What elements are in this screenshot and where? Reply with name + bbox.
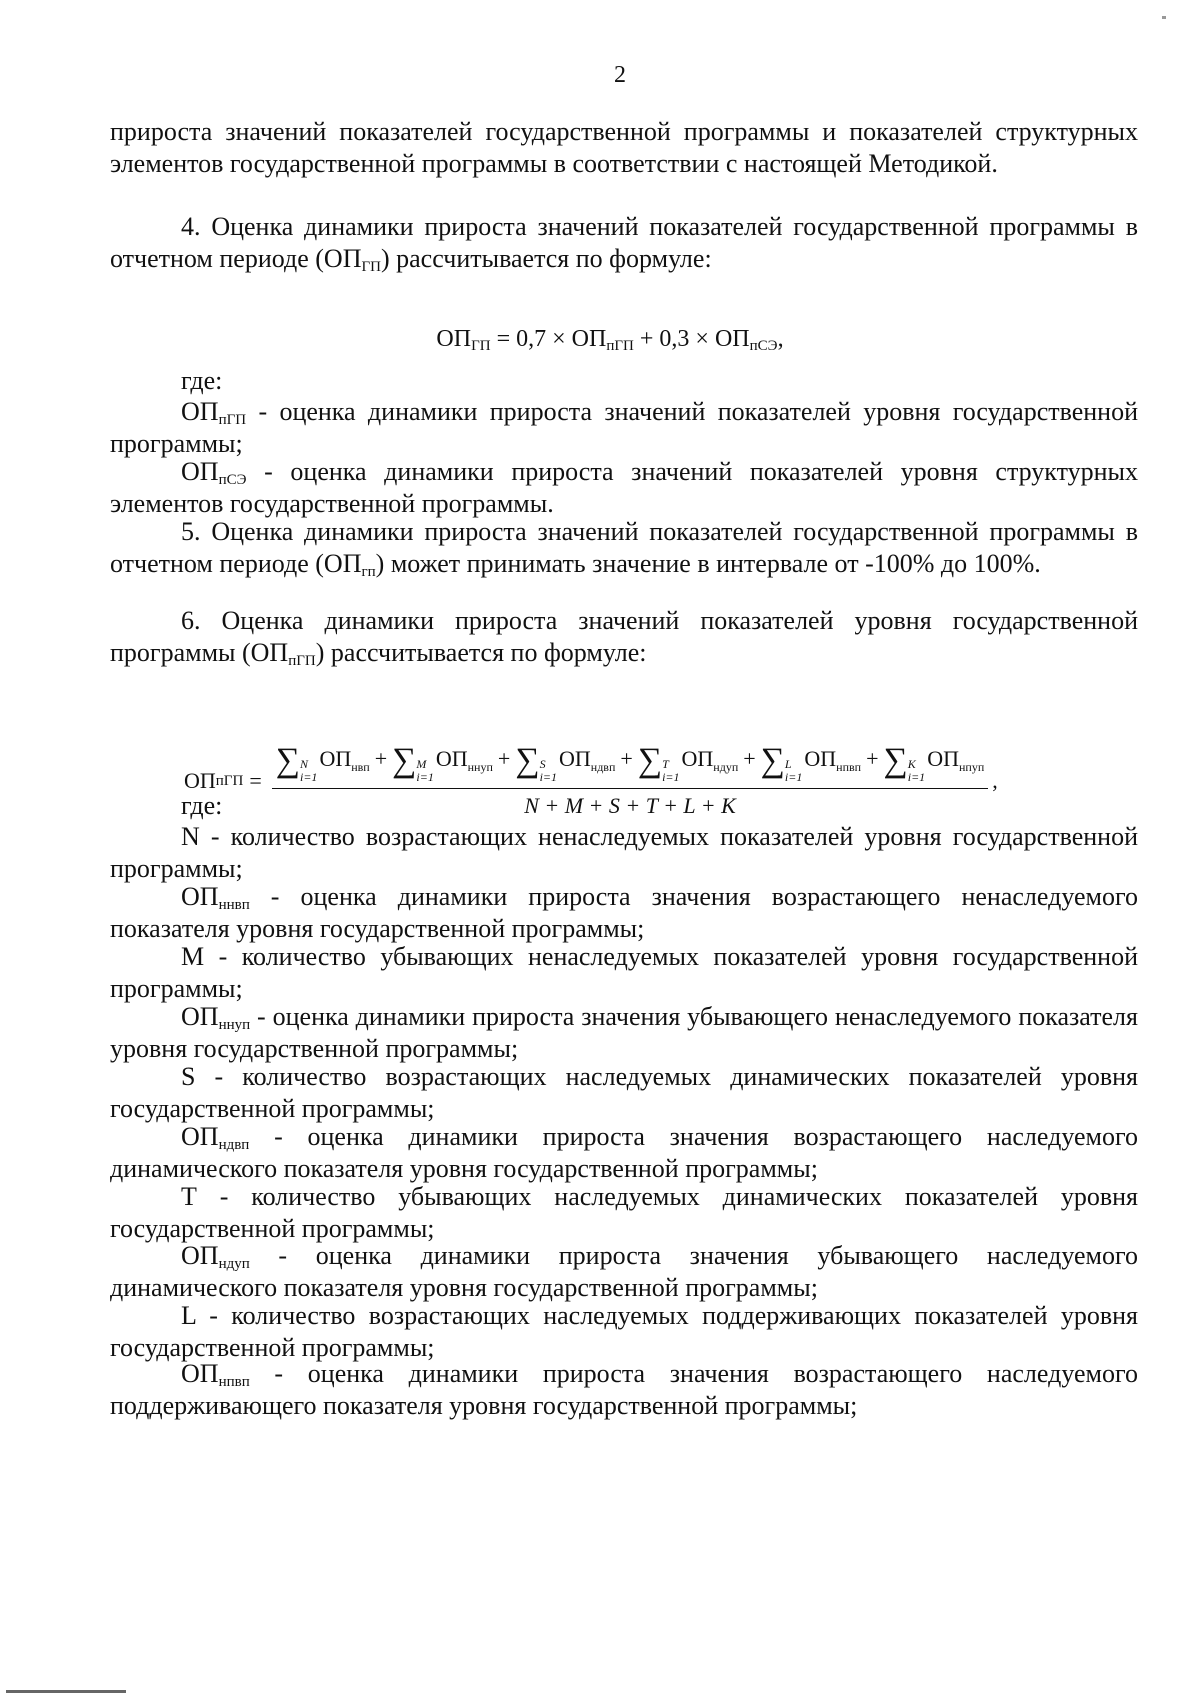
sum-limits bbox=[785, 758, 802, 784]
definition-text-rest: - оценка динамики прироста значения убывающего ненаследуемого показателя уровня государственной программы; bbox=[110, 1002, 1138, 1063]
definition-item bbox=[110, 1121, 1138, 1184]
sum-term: ОП bbox=[559, 746, 591, 771]
sum-limits bbox=[540, 758, 557, 784]
sum-upper-limit: N bbox=[300, 757, 309, 771]
sum-term: ОП bbox=[435, 746, 468, 771]
plus-sign: + bbox=[374, 746, 388, 771]
definition-subscript: ннуп bbox=[218, 1017, 251, 1033]
paragraph-6-text-b: ) рассчитывается по формуле: bbox=[315, 637, 647, 667]
sum-term-subscript: нвп bbox=[351, 760, 370, 774]
definition-item bbox=[110, 1300, 1138, 1363]
definition-subscript: нпвп bbox=[218, 1374, 250, 1390]
formula-op-gp-tail: , bbox=[777, 326, 784, 352]
definition-text: ОП bbox=[181, 1359, 219, 1388]
paragraph-6-text-a: 6. Оценка динамики прироста значений показателей уровня государственной программы (ОП bbox=[110, 606, 1138, 667]
definition-text-rest: - оценка динамики прироста значения возрастающего наследуемого динамического показателя уровня государственной программы; bbox=[110, 1122, 1138, 1183]
definition-subscript: ннвп bbox=[218, 897, 250, 913]
definition-text: Т - количество убывающих наследуемых динамических показателей уровня государственной программы; bbox=[110, 1182, 1138, 1243]
definition-item bbox=[110, 1240, 1138, 1303]
definition-item bbox=[110, 881, 1138, 944]
paragraph-6-sub: пГП bbox=[288, 652, 316, 669]
plus-sign: + bbox=[620, 746, 633, 771]
formula-op-pgp-denominator: N + M + S + T + L + K bbox=[524, 793, 736, 818]
formula-op-gp-lhs-sub: ГП bbox=[471, 338, 491, 354]
formula-op-pgp-tail: , bbox=[992, 767, 998, 793]
paragraph-6 bbox=[110, 605, 1138, 668]
formula-op-pgp-equals: = bbox=[249, 767, 262, 793]
formula-op-pgp-lhs: ОП bbox=[184, 767, 216, 793]
sum-upper-limit: K bbox=[907, 757, 916, 771]
sum-lower-limit: i=1 bbox=[907, 770, 926, 784]
paragraph-4-sub: ГП bbox=[361, 258, 381, 275]
sum-upper-limit: M bbox=[416, 757, 427, 771]
paragraph-5-sub: гп bbox=[361, 563, 376, 580]
sum-lower-limit: i=1 bbox=[539, 770, 557, 784]
sum-term-subscript: ннуп bbox=[467, 760, 493, 774]
definition-text: S - количество возрастающих наследуемых динамических показателей уровня государственной программы; bbox=[110, 1062, 1138, 1123]
sum-term-subscript: ндвп bbox=[590, 760, 616, 774]
sum-term-subscript: нпуп bbox=[958, 760, 985, 774]
page-number: 2 bbox=[614, 62, 626, 88]
sum-term: ОП bbox=[319, 746, 352, 771]
definition-text: ОП bbox=[181, 1122, 219, 1151]
paragraph-5-text-b: ) может принимать значение в интервале от -100% до 100%. bbox=[375, 548, 1041, 578]
formula-op-gp-part-b: + 0,3 × ОП bbox=[633, 326, 750, 352]
definition-item bbox=[110, 1181, 1138, 1244]
sum-lower-limit: i=1 bbox=[300, 770, 318, 784]
definition-subscript: ндуп bbox=[218, 1256, 250, 1272]
paragraph-intro: прироста значений показателей государственной программы и показателей структурных элементов государственной программы в соответствии с настоящей Методикой. bbox=[110, 117, 1138, 178]
plus-sign: + bbox=[866, 746, 879, 771]
definition-item bbox=[110, 941, 1138, 1004]
definition-item bbox=[110, 1001, 1138, 1064]
sum-limits bbox=[416, 758, 433, 784]
sum-sign: ∑ bbox=[515, 742, 540, 779]
definition-text-rest: - оценка динамики прироста значения убывающего наследуемого динамического показателя уровня государственной программы; bbox=[110, 1241, 1138, 1302]
sum-term-subscript: нпвп bbox=[836, 760, 862, 774]
formula-op-gp bbox=[0, 326, 1200, 353]
sum-term: ОП bbox=[927, 746, 959, 771]
plus-sign: + bbox=[497, 746, 511, 771]
sum-lower-limit: i=1 bbox=[784, 770, 803, 784]
definition-op-pgp-sub: пГП bbox=[218, 412, 247, 428]
definition-text: L - количество возрастающих наследуемых поддерживающих показателей уровня государственной программы; bbox=[110, 1301, 1138, 1362]
sum-upper-limit: S bbox=[539, 757, 546, 771]
definition-text: ОП bbox=[181, 882, 219, 911]
sum-sign: ∑ bbox=[275, 742, 300, 779]
definition-op-pse-sub: пСЭ bbox=[218, 472, 247, 488]
definition-item bbox=[110, 1061, 1138, 1124]
where-label-1: где: bbox=[181, 366, 223, 395]
sum-limits bbox=[300, 758, 317, 784]
formula-op-gp-sub-b: пСЭ bbox=[749, 338, 778, 354]
sum-term: ОП bbox=[804, 746, 837, 771]
sum-lower-limit: i=1 bbox=[662, 770, 680, 784]
paragraph-5-text-a: 5. Оценка динамики прироста значений показателей государственной программы в отчетном периоде (ОП bbox=[110, 517, 1138, 578]
where-label-2: где: bbox=[181, 791, 223, 820]
definition-text: М - количество убывающих ненаследуемых показателей уровня государственной программы; bbox=[110, 942, 1138, 1003]
definition-op-pgp-a: ОП bbox=[181, 397, 219, 426]
sum-limits bbox=[908, 758, 925, 784]
definition-op-pse-b: - оценка динамики прироста значений показателей уровня структурных элементов государственной программы. bbox=[110, 457, 1138, 518]
sum-lower-limit: i=1 bbox=[416, 770, 434, 784]
definition-text: N - количество возрастающих ненаследуемых показателей уровня государственной программы; bbox=[110, 822, 1138, 883]
definition-text-rest: - оценка динамики прироста значения возрастающего наследуемого поддерживающего показателя уровня государственной программы; bbox=[110, 1359, 1138, 1420]
formula-op-pgp: ОП пГП = ∑ N i=1 $ОП_{нвп}$ + ∑ M i=1 $ОП_{ннуп}$ + ∑ S i=1 $ОП_{ндвп}$ + ∑ T i=1 $ОП_{ндуп}$ + ∑ L i=1 $ОП_{нпвп}$ + ∑ K i=1 $ОП_{нпуп}$ N + M + S + T + L + K , bbox=[184, 742, 998, 818]
sum-sign: ∑ bbox=[392, 742, 417, 779]
definition-subscript: ндвп bbox=[218, 1137, 250, 1153]
paragraph-4-text-a: 4. Оценка динамики прироста значений показателей государственной программы в отчетном периоде (ОП bbox=[110, 212, 1138, 273]
definition-item bbox=[110, 821, 1138, 884]
scan-artifact bbox=[1162, 16, 1166, 19]
formula-op-gp-sub-a: пГП bbox=[606, 338, 634, 354]
definition-text: ОП bbox=[181, 1002, 219, 1031]
paragraph-5 bbox=[110, 516, 1138, 579]
definition-op-pse-a: ОП bbox=[181, 457, 219, 486]
definition-item bbox=[110, 1358, 1138, 1421]
definition-op-pse bbox=[110, 456, 1138, 519]
paragraph-4-text-b: ) рассчитывается по формуле: bbox=[380, 243, 712, 273]
sum-sign: ∑ bbox=[637, 742, 663, 779]
sum-sign: ∑ bbox=[883, 742, 908, 779]
definition-op-pgp bbox=[110, 396, 1138, 459]
bottom-rule bbox=[6, 1690, 126, 1693]
sum-limits bbox=[662, 758, 679, 784]
definition-text-rest: - оценка динамики прироста значения возрастающего ненаследуемого показателя уровня государственной программы; bbox=[110, 882, 1138, 943]
formula-op-pgp-numerator bbox=[272, 742, 988, 789]
formula-op-gp-part-a: = 0,7 × ОП bbox=[490, 326, 607, 352]
formula-op-gp-lhs: ОП bbox=[436, 326, 472, 352]
sum-term-subscript: ндуп bbox=[713, 760, 739, 774]
definition-op-pgp-b: - оценка динамики прироста значений показателей уровня государственной программы; bbox=[110, 397, 1138, 458]
sum-upper-limit: T bbox=[662, 757, 669, 771]
sum-term: ОП bbox=[681, 746, 714, 771]
sum-upper-limit: L bbox=[784, 757, 792, 771]
plus-sign: + bbox=[743, 746, 756, 771]
sum-sign: ∑ bbox=[760, 742, 785, 779]
paragraph-4 bbox=[110, 211, 1138, 274]
definition-text: ОП bbox=[181, 1241, 219, 1270]
